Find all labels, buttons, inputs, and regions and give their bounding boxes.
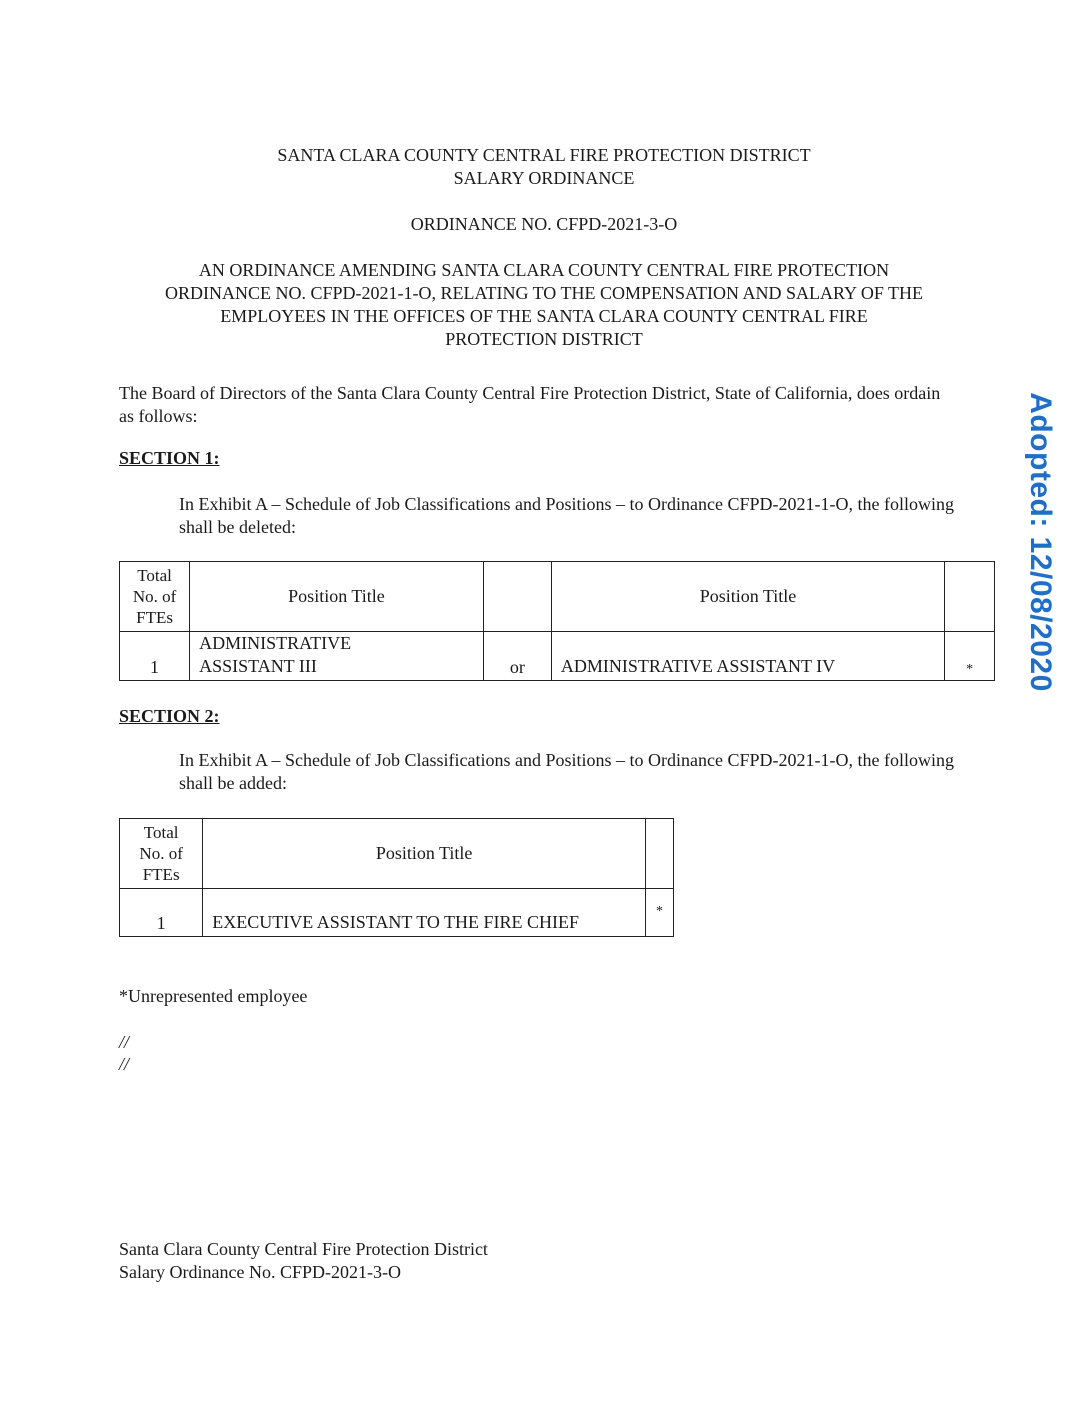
fte-header-line: No. of	[132, 587, 177, 606]
section-1-heading: SECTION 1:	[119, 448, 220, 468]
district-header	[0, 144, 1088, 190]
continuation-mark: //	[119, 1032, 130, 1052]
position-title-cell	[190, 632, 484, 681]
header-line-1: SANTA CLARA COUNTY CENTRAL FIRE PROTECTION DISTRICT	[277, 145, 811, 165]
title-line: PROTECTION DISTRICT	[445, 329, 643, 349]
deleted-positions-table	[119, 561, 995, 681]
fte-header-line: FTEs	[142, 865, 180, 884]
fte-value: 1	[120, 889, 203, 937]
page-footer	[119, 1238, 488, 1284]
ordinance-number: ORDINANCE NO. CFPD-2021-3-O	[410, 214, 678, 234]
title-line: ORDINANCE NO. CFPD-2021-1-O, RELATING TO THE COMPENSATION AND SALARY OF THE	[164, 283, 924, 303]
section-2-text: In Exhibit A – Schedule of Job Classifications and Positions – to Ordinance CFPD-2021-1-O, the following shall be added:	[179, 750, 954, 793]
fte-header-line: Total	[143, 823, 179, 842]
fte-value: 1	[120, 632, 190, 681]
table-row	[120, 889, 674, 937]
connector-header	[483, 562, 551, 632]
table-row	[120, 632, 995, 681]
adopted-stamp-text: Adopted: 12/08/2020	[1024, 392, 1057, 692]
footnote: *Unrepresented employee	[119, 986, 308, 1006]
fte-header	[120, 562, 190, 632]
position-title-header: Position Title	[190, 562, 484, 632]
position-title-cell: ADMINISTRATIVE ASSISTANT IV	[551, 632, 944, 681]
table-header-row	[120, 819, 674, 889]
header-line-2: SALARY ORDINANCE	[453, 168, 635, 188]
section-1-text: In Exhibit A – Schedule of Job Classifications and Positions – to Ordinance CFPD-2021-1-O, the following shall be deleted:	[179, 494, 954, 537]
connector-cell: or	[483, 632, 551, 681]
position-title-header: Position Title	[551, 562, 944, 632]
fte-header-line: FTEs	[136, 608, 173, 627]
position-title-line: ASSISTANT III	[199, 656, 317, 676]
fte-header-line: Total	[137, 566, 172, 585]
unrepresented-mark: *	[645, 889, 673, 937]
intro-paragraph: The Board of Directors of the Santa Clara County Central Fire Protection District, State of California, does ordain as follows:	[119, 383, 941, 426]
adopted-stamp	[1022, 392, 1058, 692]
footer-line-1: Santa Clara County Central Fire Protection District	[119, 1239, 488, 1259]
fte-header-line: No. of	[139, 844, 183, 863]
title-line: EMPLOYEES IN THE OFFICES OF THE SANTA CLARA COUNTY CENTRAL FIRE	[220, 306, 868, 326]
position-title-header: Position Title	[203, 819, 646, 889]
continuation-marks	[119, 1031, 129, 1075]
table-header-row	[120, 562, 995, 632]
position-title-line: ADMINISTRATIVE	[199, 633, 352, 653]
ordinance-title	[0, 259, 1088, 351]
mark-header	[645, 819, 673, 889]
unrepresented-mark: *	[945, 632, 995, 681]
added-positions-table	[119, 818, 674, 937]
fte-header	[120, 819, 203, 889]
section-2-heading: SECTION 2:	[119, 706, 220, 726]
mark-header	[945, 562, 995, 632]
continuation-mark: //	[119, 1054, 130, 1074]
footer-line-2: Salary Ordinance No. CFPD-2021-3-O	[119, 1262, 401, 1282]
position-title-cell: EXECUTIVE ASSISTANT TO THE FIRE CHIEF	[203, 889, 646, 937]
title-line: AN ORDINANCE AMENDING SANTA CLARA COUNTY CENTRAL FIRE PROTECTION	[198, 260, 890, 280]
